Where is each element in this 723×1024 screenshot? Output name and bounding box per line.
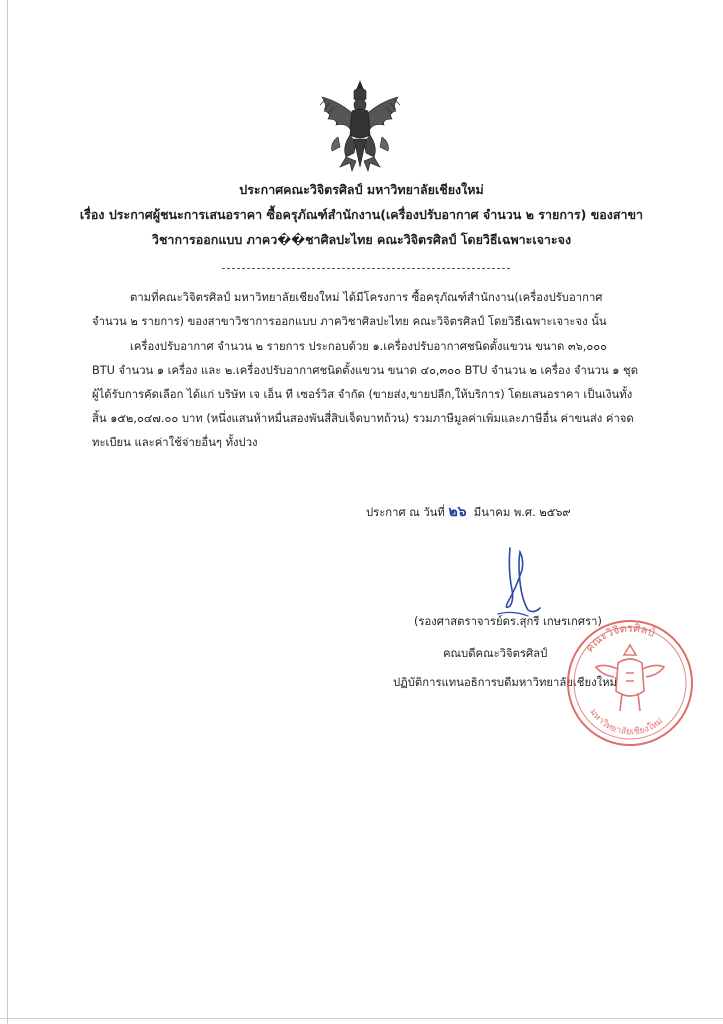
date-prefix: ประกาศ ณ วันที่: [366, 506, 445, 519]
announcement-date: [366, 505, 571, 520]
subject-line-1: เรื่อง ประกาศผู้ชนะการเสนอราคา ซื้อครุภัณฑ์สำนักงาน(เครื่องปรับอากาศ จำนวน ๒ รายการ) ของสาขา: [79, 207, 644, 222]
faculty-seal-stamp: [562, 615, 697, 750]
svg-text:คณะวิจิตรศิลป์: คณะวิจิตรศิลป์: [582, 621, 657, 655]
body-paragraph-line: เครื่องปรับอากาศ จำนวน ๒ รายการ ประกอบด้วย ๑.เครื่องปรับอากาศชนิดตั้งแขวน ขนาด ๓๖,๐๐๐: [130, 340, 608, 353]
handwritten-signature: [488, 540, 548, 625]
date-day: ๒๖: [448, 504, 467, 520]
signatory-acting-role: ปฏิบัติการแทนอธิการบดีมหาวิทยาลัยเชียงใหม่: [393, 676, 618, 689]
body-paragraph-line: ตามที่คณะวิจิตรศิลป์ มหาวิทยาลัยเชียงใหม่ ได้มีโครงการ ซื้อครุภัณฑ์สำนักงาน(เครื่องปรับอากาศ: [130, 291, 603, 304]
garuda-emblem-icon: [316, 77, 404, 175]
body-paragraph-line: ทะเบียน และค่าใช้จ่ายอื่นๆ ทั้งปวง: [92, 436, 258, 449]
svg-text:มหาวิทยาลัยเชียงใหม่: มหาวิทยาลัยเชียงใหม่: [587, 707, 666, 738]
signatory-name: (รองศาสตราจารย์ดร.สุกรี เกษรเกศรา): [414, 615, 602, 628]
body-paragraph-line: จำนวน ๒ รายการ) ของสาขาวิชาการออกแบบ ภาควิชาศิลปะไทย คณะวิจิตรศิลป์ โดยวิธีเฉพาะเจาะจง นั้น: [92, 315, 607, 328]
page-left-border: [7, 0, 8, 1024]
signatory-position: คณบดีคณะวิจิตรศิลป์: [443, 647, 548, 660]
body-paragraph-line: ผู้ได้รับการคัดเลือก ได้แก่ บริษัท เจ เอ็น ที เซอร์วิส จำกัด (ขายส่ง,ขายปลีก,ให้บริการ) โดยเสนอราคา เป็นเงินทั้ง: [92, 388, 633, 401]
announcement-title: ประกาศคณะวิจิตรศิลป์ มหาวิทยาลัยเชียงใหม่: [239, 182, 484, 197]
body-paragraph-line: สิ้น ๑๕๒,๐๔๗.๐๐ บาท (หนึ่งแสนห้าหมื่นสองพันสี่สิบเจ็ดบาทถ้วน) รวมภาษีมูลค่าเพิ่มและภาษีอื่น ค่าขนส่ง ค่าจด: [92, 412, 634, 425]
page-bottom-border: [0, 1018, 723, 1019]
separator-dashes: [222, 268, 510, 269]
subject-line-2: วิชาการออกแบบ ภาคว��ชาศิลปะไทย คณะวิจิตรศิลป์ โดยวิธีเฉพาะเจาะจง: [151, 232, 572, 247]
date-month-year: มีนาคม พ.ศ. ๒๕๖๙: [473, 506, 571, 519]
body-paragraph-line: BTU จำนวน ๑ เครื่อง และ ๒.เครื่องปรับอากาศชนิดตั้งแขวน ขนาด ๔๐,๓๐๐ BTU จำนวน ๒ เครื่อง จำนวน ๑ ชุด: [92, 364, 639, 377]
